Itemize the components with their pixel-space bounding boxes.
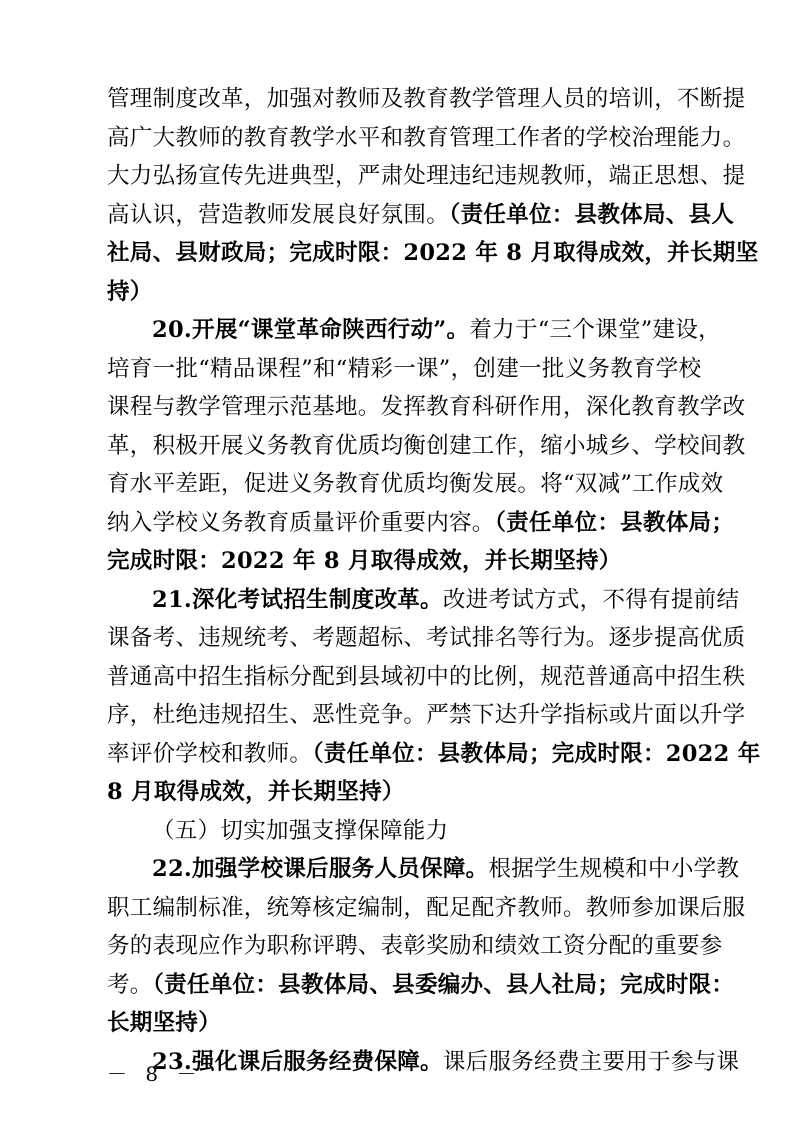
text-line [107,311,721,350]
text-segment: 管理制度改革，加强对教师及教育教学管理人员的培训，不断提 [107,86,746,112]
bold-text-segment: 完成时限：2022 年 8 月取得成效，并长期坚持） [107,548,622,574]
text-line [107,581,740,620]
text-segment: 根据学生规模和中小学教 [488,856,740,882]
paragraph [107,311,746,581]
text-line [107,504,735,543]
text-line [107,1004,693,1043]
text-line [107,542,693,581]
text-segment: 职工编制标准，统筹核定编制，配足配齐教师。教师参加课后服 [107,894,746,921]
text-line [107,196,735,235]
bold-text-segment: 社局、县财政局；完成时限：2022 年 8 月取得成效，并长期坚 [107,240,759,266]
document-page [107,80,761,1081]
text-line [107,927,723,966]
text-line [107,157,746,196]
paragraph [107,812,693,851]
text-line [107,812,693,851]
text-segment: 着力于“三个课堂”建设， [469,317,721,343]
text-segment: 序，杜绝违规招生、恶性竞争。严禁下达升学指标或片面以升学 [107,702,746,728]
bold-text-segment: （责任单位：县教体局、县人 [449,201,735,228]
text-segment: 纳入学校义务教育质量评价重要内容。 [107,509,495,536]
text-segment: 改进考试方式，不得有提前结 [442,586,740,613]
text-segment: 课程与教学管理示范基地。发挥教育科研作用，深化教育教学改 [107,394,746,420]
text-segment: 高广大教师的教育教学水平和教育管理工作者的学校治理能力。 [107,124,746,151]
bold-text-segment: 22.加强学校课后服务人员保障。 [152,856,489,882]
page-number: － 8 － [107,1062,203,1086]
text-segment: 大力弘扬宣传先进典型，严肃处理违纪违规教师，端正思想、提 [107,163,746,189]
text-line [107,735,761,774]
paragraph [107,850,746,1043]
text-segment: 考。 [107,971,153,998]
text-line [107,658,746,697]
text-segment: 育水平差距，促进义务教育优质均衡发展。将“双减”工作成效 [107,471,724,497]
text-segment: 务的表现应作为职称评聘、表彰奖励和绩效工资分配的重要参 [107,933,723,959]
text-line [107,465,724,504]
text-segment: 普通高中招生指标分配到县域初中的比例，规范普通高中招生秩 [107,663,746,690]
text-line [107,273,693,312]
bold-text-segment: （责任单位：县教体局；完成时限：2022 年 [312,740,761,767]
text-line [107,119,746,158]
text-line [107,350,702,389]
paragraph [107,80,759,311]
text-segment: 课备考、违规统考、考题超标、考试排名等行为。逐步提高优质 [107,625,746,651]
bold-text-segment: 长期坚持） [107,1010,222,1036]
bold-text-segment: 21.深化考试招生制度改革。 [152,586,443,613]
text-line [107,773,693,812]
text-line [107,388,746,427]
bold-text-segment: 20.开展“课堂革命陕西行动”。 [152,317,470,343]
paragraph [107,581,761,812]
text-segment: 革，积极开展义务教育优质均衡创建工作，缩小城乡、学校间教 [107,432,746,459]
text-line [107,966,735,1005]
text-line [107,80,746,119]
bold-text-segment: （责任单位：县教体局、县委编办、县人社局；完成时限： [152,971,735,998]
text-segment: 课后服务经费主要用于参与课 [442,1048,740,1075]
text-segment: （五）切实加强支撑保障能力 [152,817,449,844]
bold-text-segment: 23.强化课后服务经费保障。 [152,1048,443,1075]
text-line [107,234,759,273]
text-segment: 率评价学校和教师。 [107,740,313,767]
bold-text-segment: 持） [107,278,153,305]
text-line [107,619,746,658]
text-segment: 培育一批“精品课程”和“精彩一课”，创建一批义务教育学校 [107,355,702,382]
text-line [107,850,740,889]
text-line [107,889,746,928]
text-line [107,696,746,735]
bold-text-segment: （责任单位：县教体局； [494,509,735,536]
text-line [107,427,746,466]
bold-text-segment: 8 月取得成效，并长期坚持） [107,779,405,805]
text-segment: 高认识，营造教师发展良好氛围。 [107,201,450,228]
